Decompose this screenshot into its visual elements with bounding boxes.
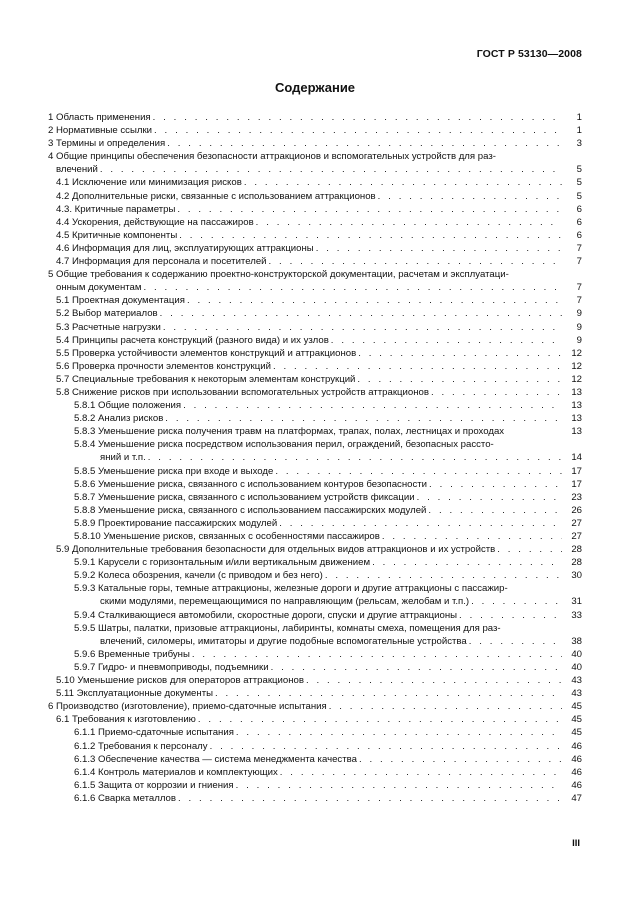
toc-entry[interactable]: 6.1.4 Контроль материалов и комплектующих . . . 46 <box>48 766 582 779</box>
toc-entry[interactable]: 5.5 Проверка устойчивости элементов конструкций и аттракционов . . . 12 <box>48 347 582 360</box>
toc-entry[interactable]: 5.3 Расчетные нагрузки . . . 9 <box>48 321 582 334</box>
toc-entry[interactable]: 5.9.1 Карусели с горизонтальным и/или вертикальным движением . . . 28 <box>48 556 582 569</box>
table-of-contents <box>48 111 582 805</box>
toc-entry[interactable]: 5.9.4 Сталкивающиеся автомобили, скоростные дороги, спуски и другие аттракционы . . . 33 <box>48 609 582 622</box>
toc-entry[interactable]: влечений, силомеры, имитаторы и другие подобные вспомогательные устройства . . . 38 <box>48 635 582 648</box>
toc-entry[interactable]: 5.4 Принципы расчета конструкций (разного вида) и их узлов . . . 9 <box>48 334 582 347</box>
toc-entry[interactable]: 5.10 Уменьшение рисков для операторов аттракционов . . . 43 <box>48 674 582 687</box>
toc-entry[interactable]: 5.9.5 Шатры, палатки, призовые аттракционы, лабиринты, комнаты смеха, помещения для раз- <box>74 622 501 634</box>
toc-entry[interactable]: 6.1.6 Сварка металлов . . . 47 <box>48 792 582 805</box>
toc-entry[interactable]: 5.9.7 Гидро- и пневмоприводы, подъемники . . . 40 <box>48 661 582 674</box>
toc-entry[interactable]: 5.11 Эксплуатационные документы . . . 43 <box>48 687 582 700</box>
toc-entry[interactable]: 2 Нормативные ссылки . . . 1 <box>48 124 582 137</box>
toc-entry[interactable]: влечений . . . 5 <box>48 163 582 176</box>
toc-entry[interactable]: 5.2 Выбор материалов . . . 9 <box>48 307 582 320</box>
toc-entry[interactable]: 6.1.3 Обеспечение качества — система менеджмента качества . . . 46 <box>48 753 582 766</box>
toc-entry[interactable]: 5.8.8 Уменьшение риска, связанного с использованием пассажирских модулей . . . 26 <box>48 504 582 517</box>
toc-entry[interactable]: 5.8.3 Уменьшение риска получения травм на платформах, трапах, полах, лестницах и проходах 13 <box>74 426 582 438</box>
standard-number: ГОСТ Р 53130—2008 <box>476 48 582 60</box>
toc-entry[interactable]: 6.1 Требования к изготовлению . . . 45 <box>48 713 582 726</box>
toc-entry[interactable]: 5.1 Проектная документация . . . 7 <box>48 294 582 307</box>
toc-entry[interactable]: 5.8.6 Уменьшение риска, связанного с использованием контуров безопасности . . . 17 <box>48 478 582 491</box>
toc-entry[interactable]: 5.6 Проверка прочности элементов конструкций . . . 12 <box>48 360 582 373</box>
toc-entry[interactable]: 4.4 Ускорения, действующие на пассажиров . . . 6 <box>48 216 582 229</box>
toc-entry[interactable]: 6 Производство (изготовление), приемо-сдаточные испытания . . . 45 <box>48 700 582 713</box>
toc-entry[interactable]: 5.7 Специальные требования к некоторым элементам конструкций . . . 12 <box>48 373 582 386</box>
toc-entry[interactable]: 5.8 Снижение рисков при использовании вспомогательных устройств аттракционов . . . 13 <box>48 386 582 399</box>
toc-entry[interactable]: 6.1.1 Приемо-сдаточные испытания . . . 45 <box>48 726 582 739</box>
toc-entry[interactable]: 4.7 Информация для персонала и посетителей . . . 7 <box>48 255 582 268</box>
toc-entry[interactable]: 5.9 Дополнительные требования безопасности для отдельных видов аттракционов и их устройств . . . 28 <box>48 543 582 556</box>
toc-entry[interactable]: 4 Общие принципы обеспечения безопасности аттракционов и вспомогательных устройств для раз- <box>48 151 496 163</box>
toc-entry[interactable]: 5.9.3 Катальные горы, темные аттракционы, железные дороги и другие аттракционы с пассажир- <box>74 583 508 595</box>
toc-entry[interactable]: онным документам . . . 7 <box>48 281 582 294</box>
toc-entry[interactable]: 5.8.7 Уменьшение риска, связанного с использованием устройств фиксации . . . 23 <box>48 491 582 504</box>
toc-entry[interactable]: 4.2 Дополнительные риски, связанные с использованием аттракционов . . . 5 <box>48 190 582 203</box>
toc-entry[interactable]: 5.8.2 Анализ рисков . . . 13 <box>48 412 582 425</box>
toc-entry[interactable]: 4.3. Критичные параметры . . . 6 <box>48 203 582 216</box>
toc-entry[interactable]: 5.9.2 Колеса обозрения, качели (с приводом и без него) . . . 30 <box>48 569 582 582</box>
toc-entry[interactable]: 3 Термины и определения . . . 3 <box>48 137 582 150</box>
toc-entry[interactable]: 4.6 Информация для лиц, эксплуатирующих аттракционы . . . 7 <box>48 242 582 255</box>
toc-entry[interactable]: 6.1.5 Защита от коррозии и гниения . . . 46 <box>48 779 582 792</box>
toc-entry[interactable]: 6.1.2 Требования к персоналу . . . 46 <box>48 740 582 753</box>
page-number: III <box>572 838 580 849</box>
toc-entry[interactable]: 5.8.10 Уменьшение рисков, связанных с особенностями пассажиров . . . 27 <box>48 530 582 543</box>
toc-entry[interactable]: 4.1 Исключение или минимизация рисков . . . 5 <box>48 176 582 189</box>
toc-entry[interactable]: 5.8.1 Общие положения . . . 13 <box>48 399 582 412</box>
toc-entry[interactable]: 1 Область применения . . . 1 <box>48 111 582 124</box>
toc-entry[interactable]: 5.8.4 Уменьшение риска посредством использования перил, ограждений, безопасных рассто- <box>74 439 494 451</box>
toc-entry[interactable]: яний и т.п. . . . 14 <box>48 451 582 464</box>
page-title: Содержание <box>274 80 356 95</box>
toc-entry[interactable]: 5.9.6 Временные трибуны . . . 40 <box>48 648 582 661</box>
toc-entry[interactable]: 5.8.5 Уменьшение риска при входе и выходе . . . 17 <box>48 465 582 478</box>
toc-entry[interactable]: скими модулями, перемещающимися по направляющим (рельсам, желобам и т.п.) . . . 31 <box>48 595 582 608</box>
toc-entry[interactable]: 4.5 Критичные компоненты . . . 6 <box>48 229 582 242</box>
toc-entry[interactable]: 5.8.9 Проектирование пассажирских модулей . . . 27 <box>48 517 582 530</box>
toc-entry[interactable]: 5 Общие требования к содержанию проектно-конструкторской документации, расчетам и эксплуатаци- <box>48 269 509 281</box>
